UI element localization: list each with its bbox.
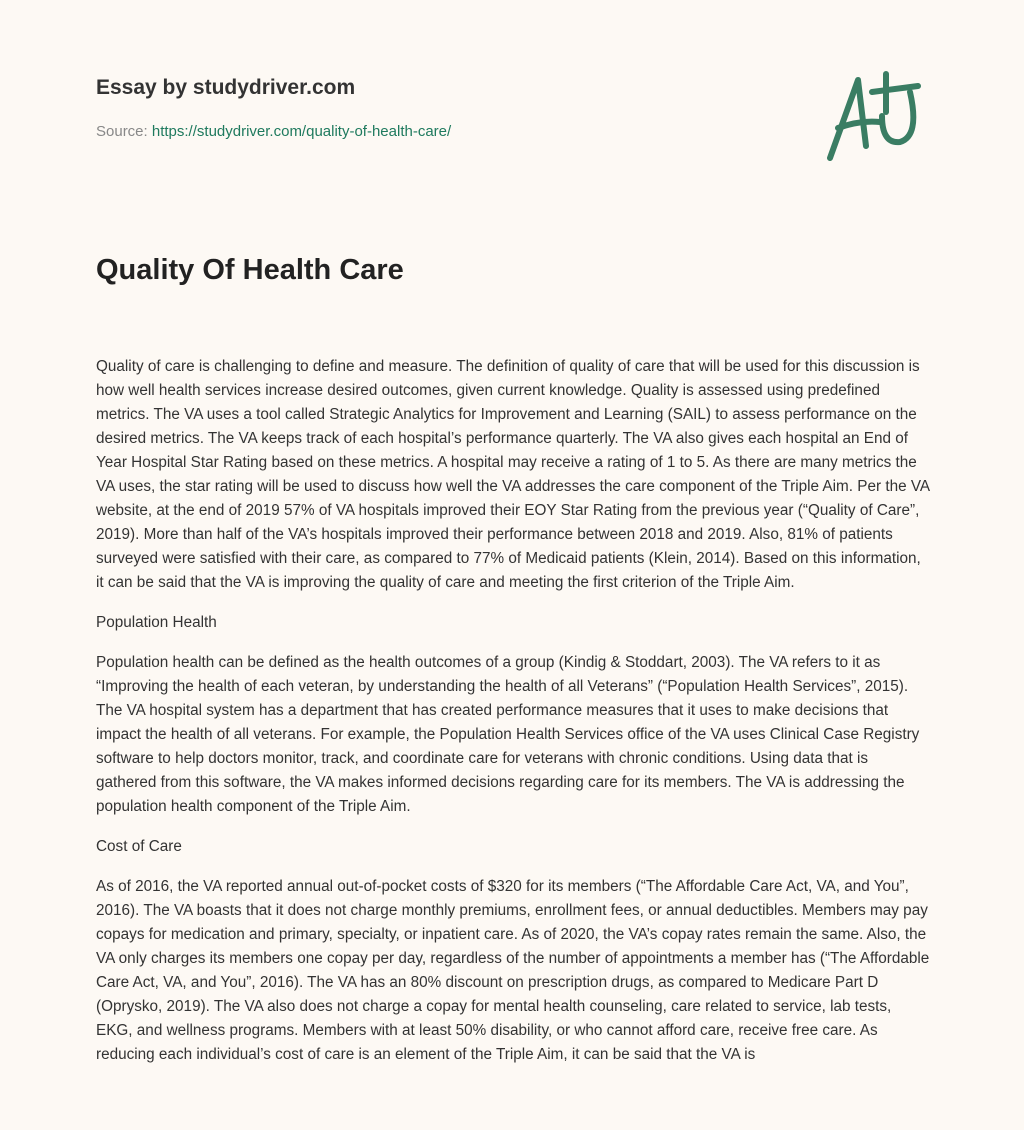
- source-label: Source:: [96, 123, 148, 140]
- paragraph-cost-of-care: As of 2016, the VA reported annual out-of-pocket costs of $320 for its members (“The Affordable Care Act, VA, and You”, 2016). The VA boasts that it does not charge monthly premiums, enrollment fees, or annual deductibles. Members may pay copays for medication and primary, specialty, or inpatient care. As of 2020, the VA’s copay rates remain the same. Also, the VA only charges its members one copay per day, regardless of the number of appointments a member has (“The Affordable Care Act, VA, and You”, 2016). The VA has an 80% discount on prescription drugs, as compared to Medicare Part D (Oprysko, 2019). The VA also does not charge a copay for mental health counseling, care related to service, lab tests, EKG, and wellness programs. Members with at least 50% disability, or who cannot afford care, receive free care. As reducing each individual’s cost of care is an element of the Triple Aim, it can be said that the VA is: [96, 878, 930, 1063]
- source-line: [96, 123, 451, 140]
- section-heading-cost-of-care: Cost of Care: [96, 838, 182, 855]
- section-heading-population-health: Population Health: [96, 614, 217, 631]
- page-title: Quality Of Health Care: [96, 254, 404, 286]
- paragraph-population-health: Population health can be defined as the health outcomes of a group (Kindig & Stoddart, 2003). The VA refers to it as “Improving the health of each veteran, by understanding the health of all Veterans” (“Population Health Services”, 2015). The VA hospital system has a department that has created performance measures that it uses to make decisions that impact the health of all veterans. For example, the Population Health Services office of the VA uses Clinical Case Registry software to help doctors monitor, track, and coordinate care for veterans with chronic conditions. Using data that is gathered from this software, the VA makes informed decisions regarding care for its members. The VA is addressing the population health component of the Triple Aim.: [96, 654, 920, 815]
- site-title: Essay by studydriver.com: [96, 76, 356, 99]
- paragraph-quality: Quality of care is challenging to define and measure. The definition of quality of care that will be used for this discussion is how well health services increase desired outcomes, given current knowledge. Quality is assessed using predefined metrics. The VA uses a tool called Strategic Analytics for Improvement and Learning (SAIL) to assess performance on the desired metrics. The VA keeps track of each hospital’s performance quarterly. The VA also gives each hospital an End of Year Hospital Star Rating based on these metrics. A hospital may receive a rating of 1 to 5. As there are many metrics the VA uses, the star rating will be used to discuss how well the VA addresses the care component of the Triple Aim. Per the VA website, at the end of 2019 57% of VA hospitals improved their EOY Star Rating from the previous year (“Quality of Care”, 2019). More than half of the VA’s hospitals improved their performance between 2018 and 2019. Also, 81% of patients surveyed were satisfied with their care, as compared to 77% of Medicaid patients (Klein, 2014). Based on this information, it can be said that the VA is improving the quality of care and meeting the first criterion of the Triple Aim.: [96, 358, 930, 591]
- source-link[interactable]: https://studydriver.com/quality-of-health-care/: [151, 123, 452, 140]
- a-plus-logo-icon: [820, 66, 930, 166]
- essay-body: [96, 355, 932, 1083]
